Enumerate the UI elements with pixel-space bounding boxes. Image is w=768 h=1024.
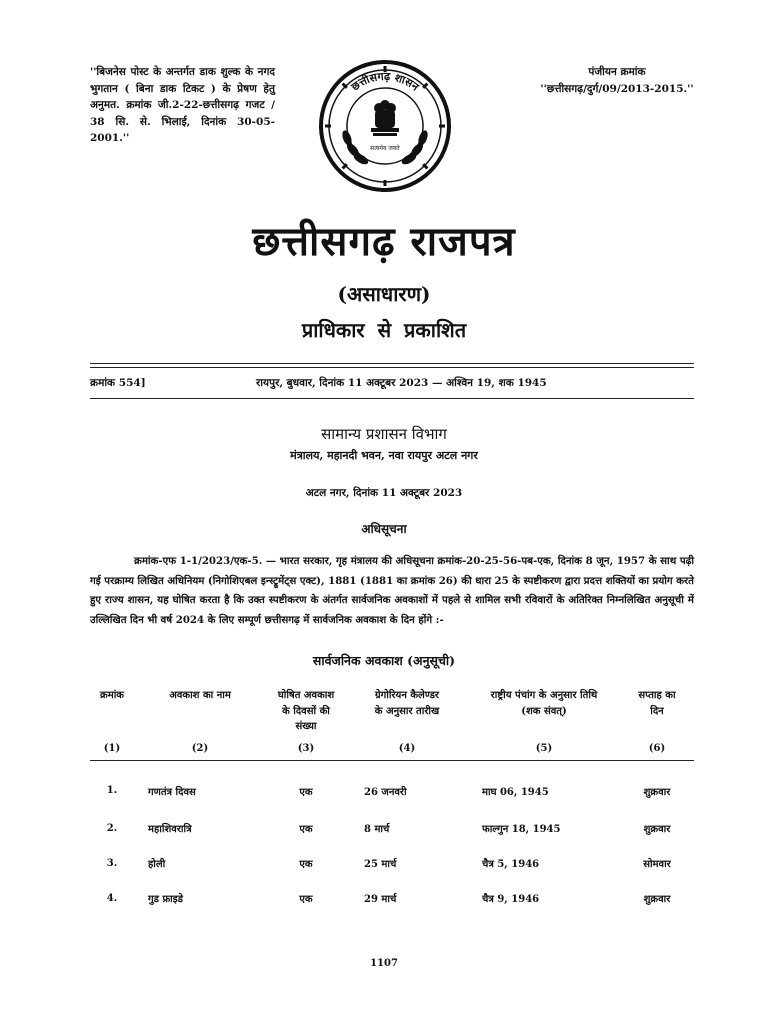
cell-weekday: शुक्रवार	[643, 786, 671, 798]
issue-line	[90, 376, 694, 392]
department-name: सामान्य प्रशासन विभाग	[321, 425, 447, 443]
cell-days-count: एक	[299, 894, 313, 905]
cell-weekday: शुक्रवार	[643, 894, 671, 905]
government-seal-icon	[317, 58, 453, 194]
cell-gregorian-date: 26 जनवरी	[364, 786, 407, 798]
column-number: (6)	[620, 735, 694, 761]
cell-holiday-name: होली	[148, 859, 166, 870]
cell-gregorian-date: 29 मार्च	[364, 894, 397, 905]
holiday-table	[90, 688, 694, 916]
column-number: (1)	[90, 735, 134, 761]
cell-holiday-name: गुड फ्राइडे	[148, 894, 184, 905]
cell-days-count: एक	[299, 786, 313, 798]
registration-label: पंजीयन क्रमांक	[588, 66, 646, 78]
gazette-title: छत्तीसगढ़ राजपत्र	[252, 218, 516, 265]
column-number: (5)	[468, 735, 620, 761]
cell-weekday: सोमवार	[643, 859, 671, 870]
seal-motto: सत्यमेव जयते	[370, 145, 400, 152]
column-number: (2)	[134, 735, 266, 761]
header-saka-date: राष्ट्रीय पंचांग के अनुसार तिथि (शक संवत्)	[490, 690, 598, 717]
cell-days-count: एक	[299, 824, 313, 835]
gazette-subtitle: (असाधारण)	[337, 282, 431, 306]
schedule-title: सार्वजनिक अवकाश (अनुसूची)	[312, 653, 456, 668]
page-number: 1107	[370, 958, 398, 969]
column-number: (3)	[266, 735, 346, 761]
cell-saka-date: माघ 06, 1945	[482, 786, 549, 798]
header-serial: क्रमांक	[100, 690, 124, 701]
cell-holiday-name: गणतंत्र दिवस	[148, 786, 196, 798]
issue-date: रायपुर, बुधवार, दिनांक 11 अक्टूबर 2023 — अश्विन 19, शक 1945	[256, 377, 547, 389]
cell-days-count: एक	[299, 859, 313, 870]
registration-number: ''छत्तीसगढ़/दुर्ग/09/2013-2015.''	[540, 82, 694, 95]
issue-number: क्रमांक 554]	[90, 377, 146, 389]
notification-body: क्रमांक-एफ 1-1/2023/एक-5. — भारत सरकार, गृह मंत्रालय की अधिसूचना क्रमांक-20-25-56-पब-एक, दिनांक 8 जून, 1957 के साथ पढ़ी गई परक्राम्य लिखित अधिनियम (निगोशिएबल इन्स्ट्रूमेंट्स एक्ट), 1881 (1881 का क्रमांक 26) की धारा 25 के स्पष्टीकरण द्वारा प्रदत्त शक्तियों का प्रयोग करते हुए राज्य शासन, यह घोषित करता है कि उक्त स्पष्टीकरण के अंतर्गत सार्वजनिक अवकाशों में पहले से शामिल सभी रविवारों के अतिरिक्त निम्नलिखित अनुसूची में उल्लिखित दिन भी वर्ष 2024 के लिए सम्पूर्ण छत्तीसगढ़ में सार्वजनिक अवकाश के दिन होंगे :-	[90, 555, 694, 626]
cell-serial: 2.	[106, 822, 118, 834]
table-row	[90, 846, 694, 881]
top-divider-2	[90, 367, 694, 368]
header-holiday-name: अवकाश का नाम	[169, 690, 231, 701]
issue-divider	[90, 398, 694, 399]
header-days-count: घोषित अवकाश के दिवसों की संख्या	[277, 690, 335, 732]
notification-heading: अधिसूचना	[361, 522, 407, 536]
header-gregorian-date: ग्रेगोरियन कैलेण्डर के अनुसार तारीख	[374, 690, 440, 717]
cell-serial: 1.	[106, 785, 118, 796]
column-number: (4)	[346, 735, 468, 761]
cell-serial: 4.	[106, 892, 118, 904]
authority-line: प्राधिकार से प्रकाशित	[301, 318, 467, 342]
postal-note: ''बिजनेस पोस्ट के अन्तर्गत डाक शुल्क के नगद भुगतान ( बिना डाक टिकट ) के प्रेषण हेतु अनुमत. क्रमांक जी.2-22-छत्तीसगढ़ गजट / 38 सि. से. भिलाई, दिनांक 30-05-2001.''	[90, 66, 275, 144]
table-row	[90, 811, 694, 846]
cell-saka-date: चैत्र 5, 1946	[482, 859, 540, 870]
cell-saka-date: चैत्र 9, 1946	[482, 894, 540, 905]
department-address: मंत्रालय, महानदी भवन, नवा रायपुर अटल नगर	[290, 449, 478, 462]
seal-text: छत्तीसगढ़ शासन	[348, 69, 422, 94]
column-number-row	[90, 735, 694, 761]
table-row	[90, 881, 694, 916]
cell-gregorian-date: 8 मार्च	[364, 824, 390, 835]
cell-holiday-name: महाशिवरात्रि	[148, 824, 192, 835]
table-row	[90, 760, 694, 811]
table-header-row	[90, 688, 694, 735]
cell-saka-date: फाल्गुन 18, 1945	[482, 824, 561, 835]
cell-weekday: शुक्रवार	[643, 824, 671, 835]
header-weekday: सप्ताह का दिन	[638, 690, 676, 717]
registration-block	[522, 64, 712, 97]
place-date: अटल नगर, दिनांक 11 अक्टूबर 2023	[305, 487, 463, 499]
cell-serial: 3.	[106, 857, 118, 869]
top-divider	[90, 363, 694, 364]
cell-gregorian-date: 25 मार्च	[364, 859, 397, 870]
